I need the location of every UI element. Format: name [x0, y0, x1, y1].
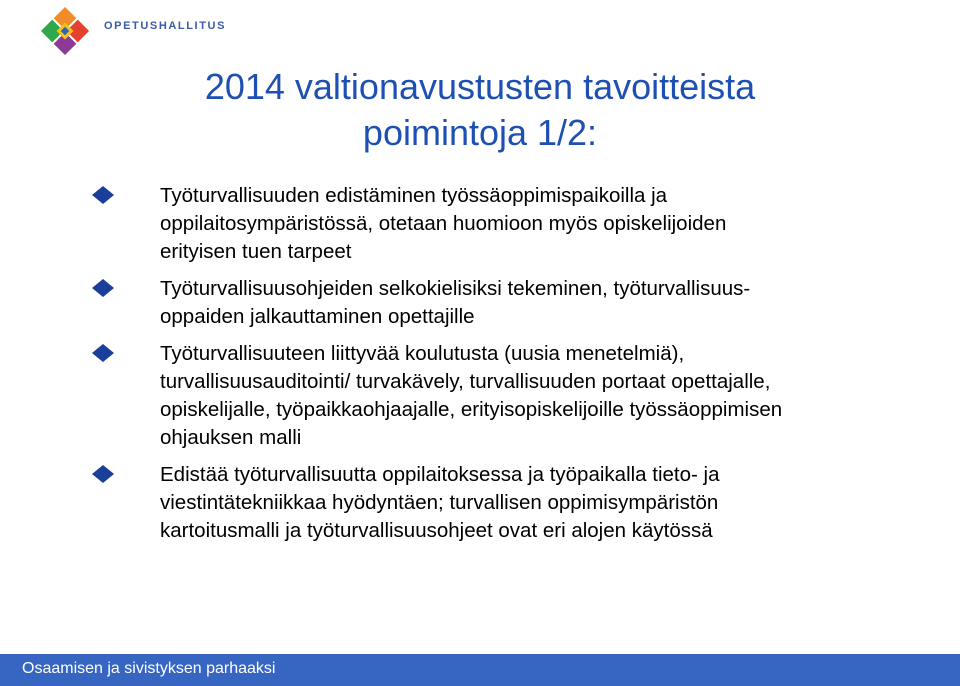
list-item-text: Työturvallisuusohjeiden selkokielisiksi tekeminen, työturvallisuus- oppaiden jalkauttaminen opettajille [160, 277, 751, 328]
list-item [92, 182, 932, 266]
footer-bar [0, 654, 960, 686]
list-item-text: Työturvallisuuteen liittyvää koulutusta (uusia menetelmiä), turvallisuusauditointi/ turvakävely, turvallisuuden portaat opettajalle, opiskelijalle, työpaikkaohjaajalle, erityisopiskelijoille työssäoppimisen ohjauksen malli [160, 342, 783, 449]
diamond-bullet-icon [92, 279, 114, 297]
title-line-2: poimintoja 1/2: [362, 112, 598, 153]
list-item [92, 461, 932, 545]
list-item [92, 340, 932, 452]
title-line-1: 2014 valtionavustusten tavoitteista [204, 66, 756, 107]
opetushallitus-logo-icon [38, 4, 92, 58]
list-item-text: Edistää työturvallisuutta oppilaitoksessa ja työpaikalla tieto- ja viestintätekniikkaa hyödyntäen; turvallisen oppimisympäristön kartoitusmalli ja työturvallisuusohjeet ovat eri alojen käytössä [160, 463, 720, 542]
org-name: OPETUSHALLITUS [104, 20, 227, 32]
list-item-text: Työturvallisuuden edistäminen työssäoppimispaikoilla ja oppilaitosympäristössä, otetaan huomioon myös opiskelijoiden erityisen tuen tarpeet [160, 184, 727, 263]
footer-text: Osaamisen ja sivistyksen parhaaksi [22, 660, 276, 677]
list-item [92, 275, 932, 331]
bullet-list [92, 182, 932, 554]
diamond-bullet-icon [92, 344, 114, 362]
page-title [0, 64, 960, 156]
diamond-bullet-icon [92, 465, 114, 483]
diamond-bullet-icon [92, 186, 114, 204]
